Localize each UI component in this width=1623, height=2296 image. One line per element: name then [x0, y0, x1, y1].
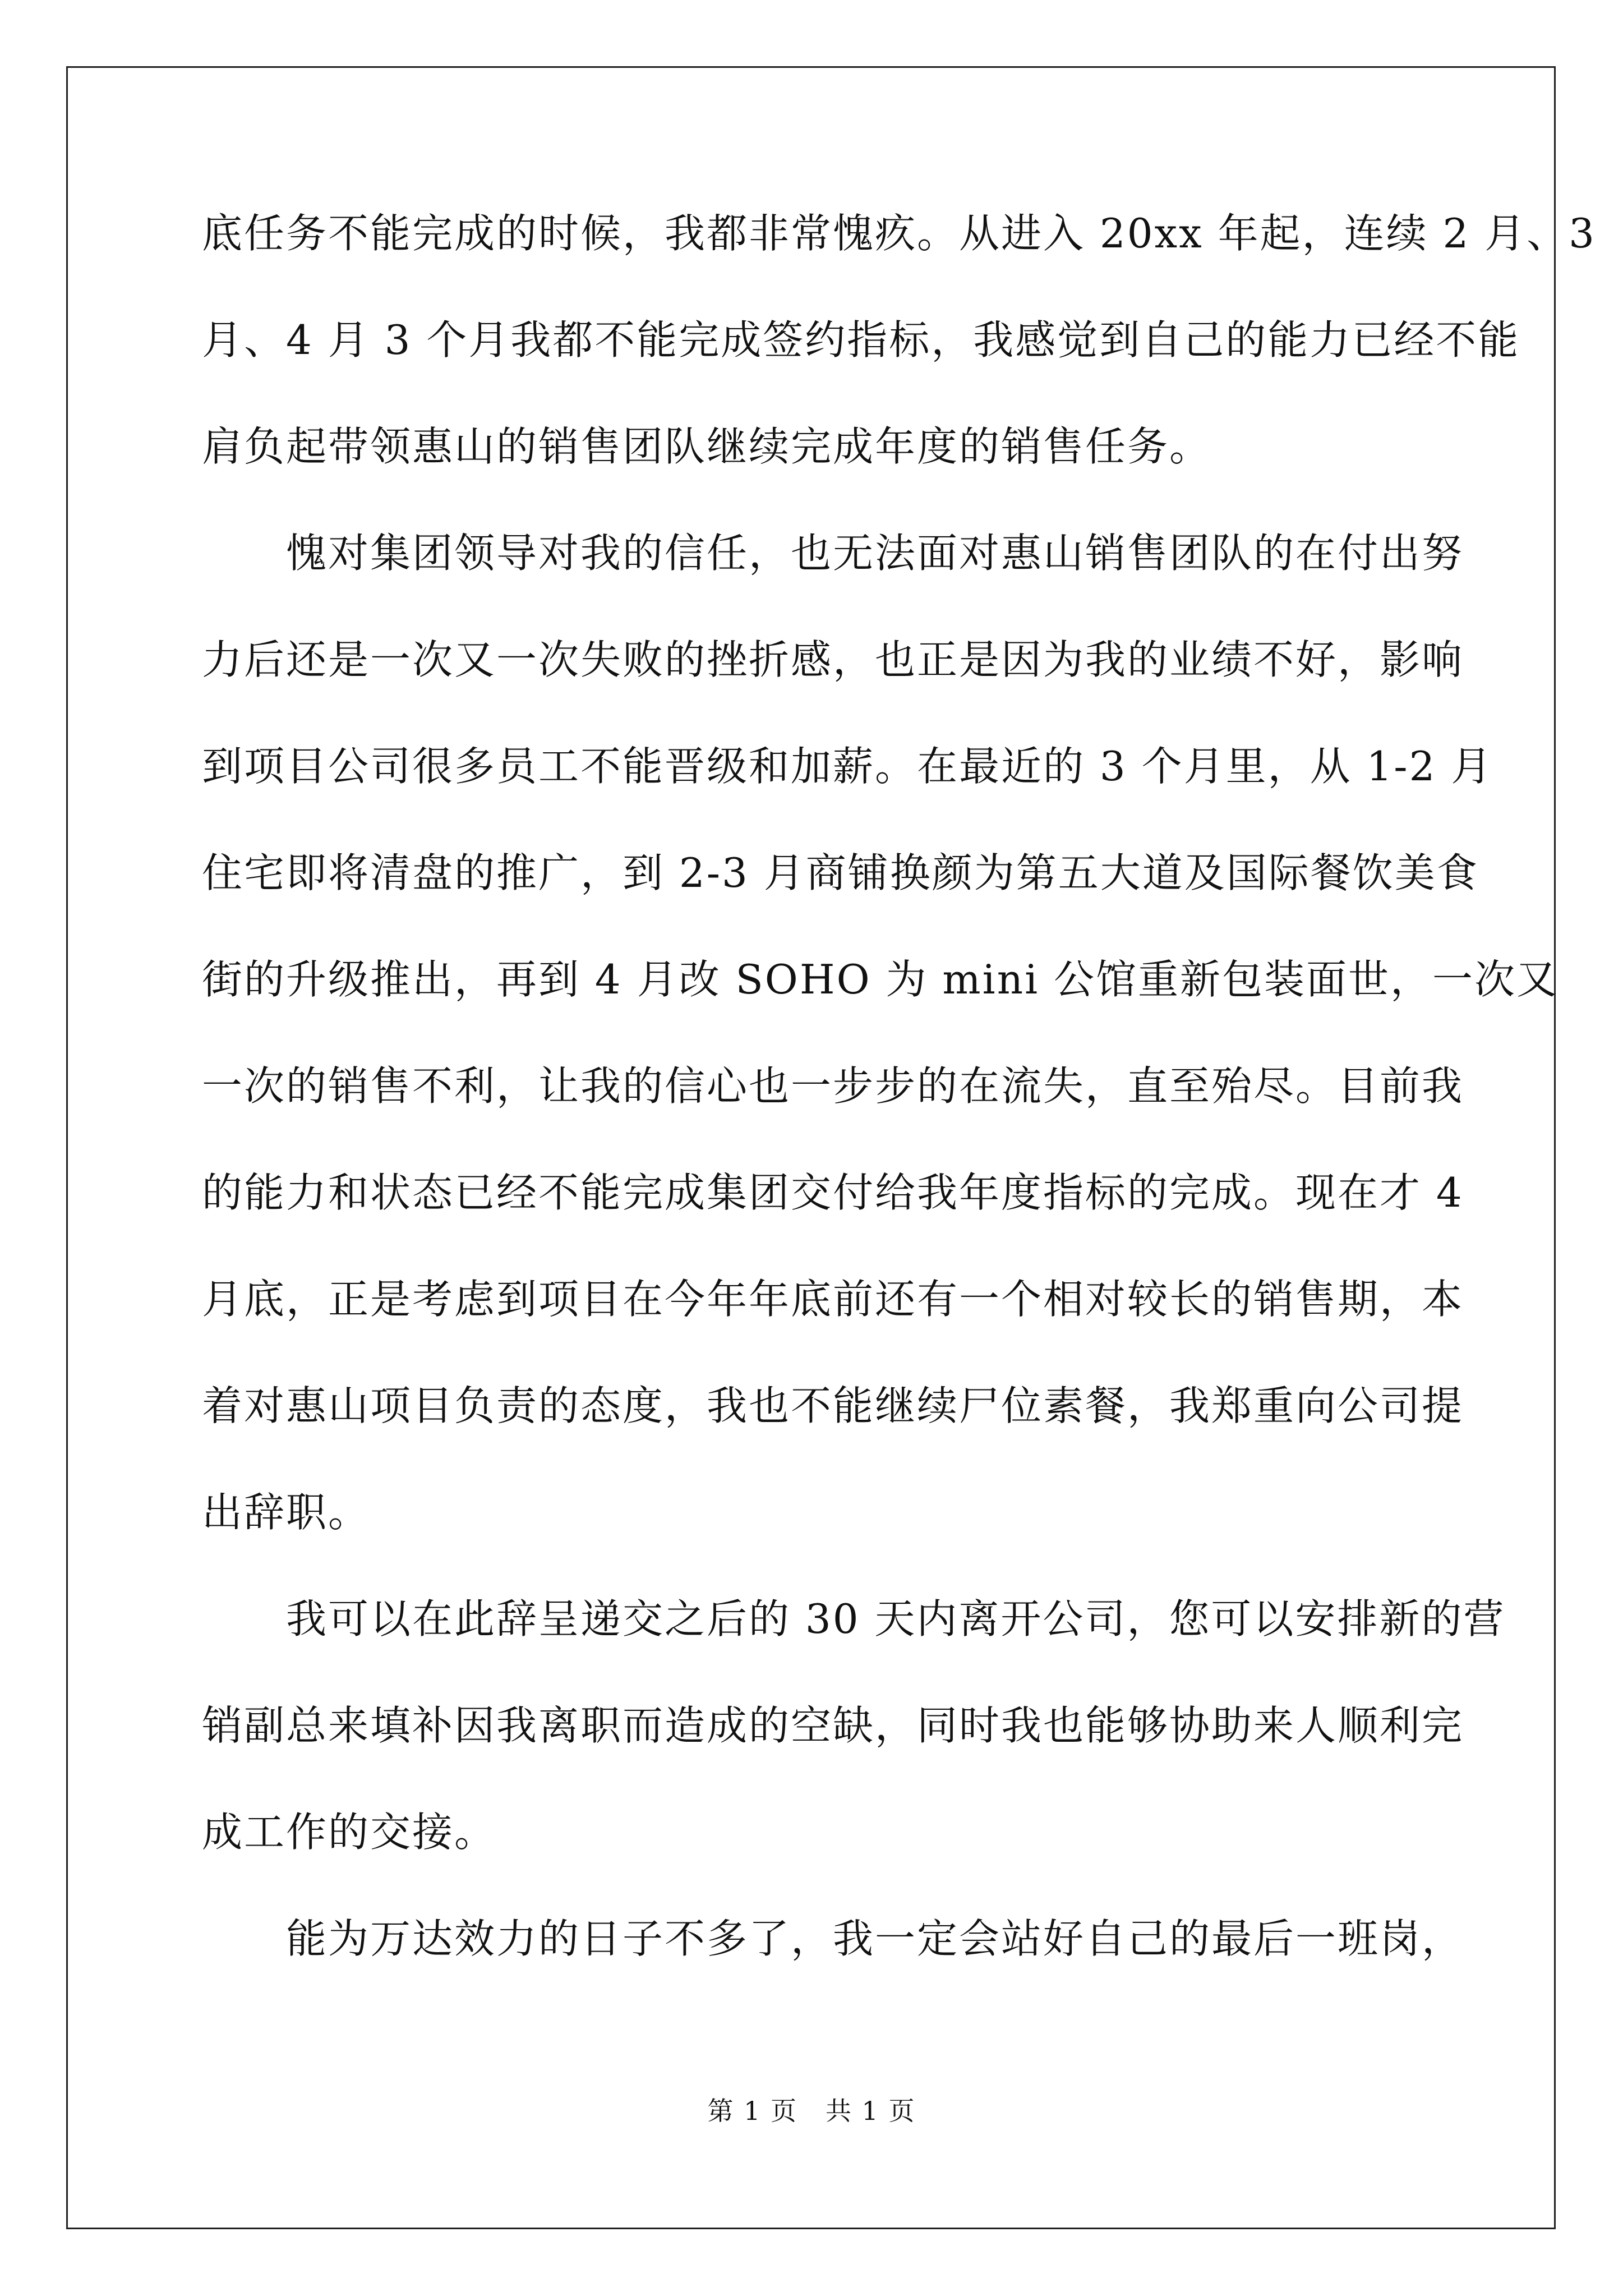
- page-total: 共 1 页: [825, 2096, 916, 2126]
- text-line: 到项目公司很多员工不能晋级和加薪。在最近的 3 个月里，从 1-2 月: [202, 743, 1493, 790]
- page-footer: [0, 2098, 1623, 2124]
- paragraph-2: [202, 530, 1559, 1599]
- text-line: 底任务不能完成的时候，我都非常愧疚。从进入 20xx 年起，连续 2 月、3: [202, 210, 1596, 257]
- document-body: [202, 210, 1596, 2025]
- text-line: 力后还是一次又一次失败的挫折感，也正是因为我的业绩不好，影响: [202, 636, 1464, 683]
- page-number: 第 1 页: [707, 2096, 798, 2126]
- text-line: 街的升级推出，再到 4 月改 SOHO 为 mini 公馆重新包装面世，一次又: [202, 956, 1559, 1003]
- text-line: 着对惠山项目负责的态度，我也不能继续尸位素餐，我郑重向公司提: [202, 1382, 1464, 1429]
- text-line: 的能力和状态已经不能完成集团交付给我年度指标的完成。现在才 4: [202, 1169, 1464, 1216]
- text-line: 月底，正是考虑到项目在今年年底前还有一个相对较长的销售期，本: [202, 1276, 1464, 1323]
- text-line: 一次的销售不利，让我的信心也一步步的在流失，直至殆尽。目前我: [202, 1062, 1464, 1110]
- text-line: 愧对集团领导对我的信任，也无法面对惠山销售团队的在付出努: [286, 530, 1464, 577]
- text-line: 月、4 月 3 个月我都不能完成签约指标，我感觉到自己的能力已经不能: [202, 316, 1520, 364]
- paragraph-1: [202, 210, 1596, 533]
- text-line: 住宅即将清盘的推广，到 2-3 月商铺换颜为第五大道及国际餐饮美食: [202, 849, 1479, 896]
- text-line: 销副总来填补因我离职而造成的空缺，同时我也能够协助来人顺利完: [202, 1702, 1464, 1749]
- text-line: 肩负起带领惠山的销售团队继续完成年度的销售任务。: [202, 423, 1212, 470]
- text-line: 成工作的交接。: [202, 1809, 497, 1856]
- text-line: 出辞职。: [202, 1489, 371, 1536]
- paragraph-4: [202, 1915, 1464, 2025]
- text-line: 能为万达效力的日子不多了，我一定会站好自己的最后一班岗，: [286, 1915, 1464, 1962]
- text-line: 我可以在此辞呈递交之后的 30 天内离开公司，您可以安排新的营: [286, 1595, 1506, 1642]
- paragraph-3: [202, 1595, 1506, 1918]
